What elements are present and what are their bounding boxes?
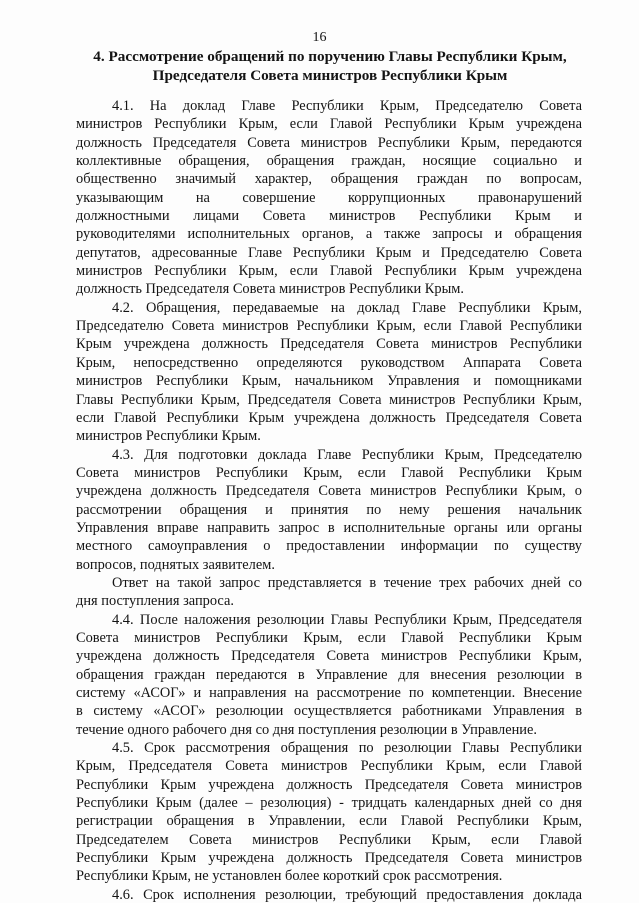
text-line: руководителями исполнительных органов, а также запросы и обращения (76, 226, 582, 243)
text-line: Крым, непосредственно определяются руководством Аппарата Совета (76, 354, 582, 371)
paragraph-p4-3-reply (76, 574, 582, 611)
paragraph-p4-4 (76, 611, 582, 739)
text-line: Председателем Совета министров Республики Крым, если Главой (76, 831, 582, 848)
text-line: 4.2. Обращения, передаваемые на доклад Главе Республики Крым, (112, 299, 582, 316)
text-line: дня поступления запроса. (76, 593, 234, 610)
text-line: Крым, Председателя Совета министров Республики Крым, если Главой (76, 758, 582, 775)
text-line: министров Республики Крым, если Главой Республики Крым учреждена (76, 263, 582, 280)
text-line: Главы Республики Крым, Председателя Совета министров Республики Крым, (76, 391, 582, 408)
text-line: регистрации обращения в Управлении, если Главой Республики Крым, (76, 813, 582, 830)
text-line: в систему «АСОГ» резолюции осуществляется работниками Управления в (76, 703, 582, 720)
text-line: систему «АСОГ» и направления на рассмотрение по компетенции. Внесение (76, 685, 582, 701)
text-line: Республики Крым учреждена должность Председателя Совета министров (76, 776, 582, 793)
text-line: 4.4. После наложения резолюции Главы Республики Крым, Председателя (112, 611, 582, 628)
text-line: общественно значимый характер, обращения граждан по вопросам, (76, 171, 582, 188)
text-line: должность Председателя Совета министров Республики Крым, передаются (76, 134, 582, 151)
text-line: вопросов, поднятых заявителем. (76, 556, 275, 573)
section-heading (72, 47, 588, 85)
text-line: 4.5. Срок рассмотрения обращения по резолюции Главы Республики (112, 740, 582, 757)
text-line: Республики Крым, не установлен более короткий срок рассмотрения. (76, 868, 503, 885)
paragraph-p4-2 (76, 299, 582, 446)
text-line: министров Республики Крым. (76, 428, 261, 445)
paragraph-p4-5 (76, 739, 582, 886)
text-line: Совета министров Республики Крым, если Главой Республики Крым (76, 464, 582, 481)
text-line: рассмотрении обращения и принятия по нему решения начальник (76, 501, 582, 518)
text-line: 4.6. Срок исполнения резолюции, требующий предоставления доклада (112, 886, 582, 903)
section-heading-line: 4. Рассмотрение обращений по поручению Главы Республики Крым, (93, 48, 567, 65)
paragraph-p4-1 (76, 97, 582, 299)
text-line: учреждена должность Председателя Совета министров Республики Крым, (76, 648, 582, 665)
text-line: учреждена должность Председателя Совета министров Республики Крым, о (76, 483, 582, 500)
text-line: министров Республики Крым, начальником Управления и помощниками (76, 373, 582, 390)
text-line: указывающим на совершение коррупционных правонарушений (76, 189, 582, 206)
text-line: обращения граждан передаются в Управление для внесения резолюции в (76, 666, 582, 683)
text-line: Республики Крым (далее – резолюция) - тридцать календарных дней со дня (76, 795, 582, 812)
text-line: если Главой Республики Крым учреждена должность Председателя Совета (76, 409, 582, 426)
text-line: депутатов, адресованные Главе Республики Крым и Председателю Совета (76, 244, 582, 261)
text-line: 4.1. На доклад Главе Республики Крым, Председателю Совета (112, 98, 582, 114)
text-line: 4.3. Для подготовки доклада Главе Республики Крым, Председателю (112, 446, 582, 463)
text-line: Совета министров Республики Крым, если Главой Республики Крым (76, 629, 582, 646)
text-line: местного самоуправления о предоставлении информации по существу (76, 538, 582, 555)
text-line: министров Республики Крым, если Главой Республики Крым учреждена (76, 116, 582, 133)
page-number: 16 (312, 30, 327, 45)
document-body (76, 97, 582, 904)
section-heading-line: Председателя Совета министров Республики Крым (152, 67, 508, 84)
text-line: Управления вправе направить запрос в исполнительные органы или органы (76, 519, 582, 536)
paragraph-p4-3 (76, 446, 582, 574)
paragraph-p4-6 (76, 886, 582, 904)
text-line: должность Председателя Совета министров Республики Крым. (76, 281, 464, 298)
text-line: течение одного рабочего дня со дня поступления резолюции в Управление. (76, 721, 537, 738)
text-line: коллективные обращения, обращения граждан, носящие социально и (76, 153, 582, 170)
text-line: Крым учреждена должность Председателя Совета министров Республики (76, 336, 582, 353)
text-line: Ответ на такой запрос представляется в течение трех рабочих дней со (112, 574, 582, 591)
text-line: Республики Крым учреждена должность Председателя Совета министров (76, 850, 582, 867)
text-line: Председателю Совета министров Республики Крым, если Главой Республики (76, 318, 582, 335)
text-line: должностными лицами Совета министров Республики Крым и (76, 208, 582, 225)
